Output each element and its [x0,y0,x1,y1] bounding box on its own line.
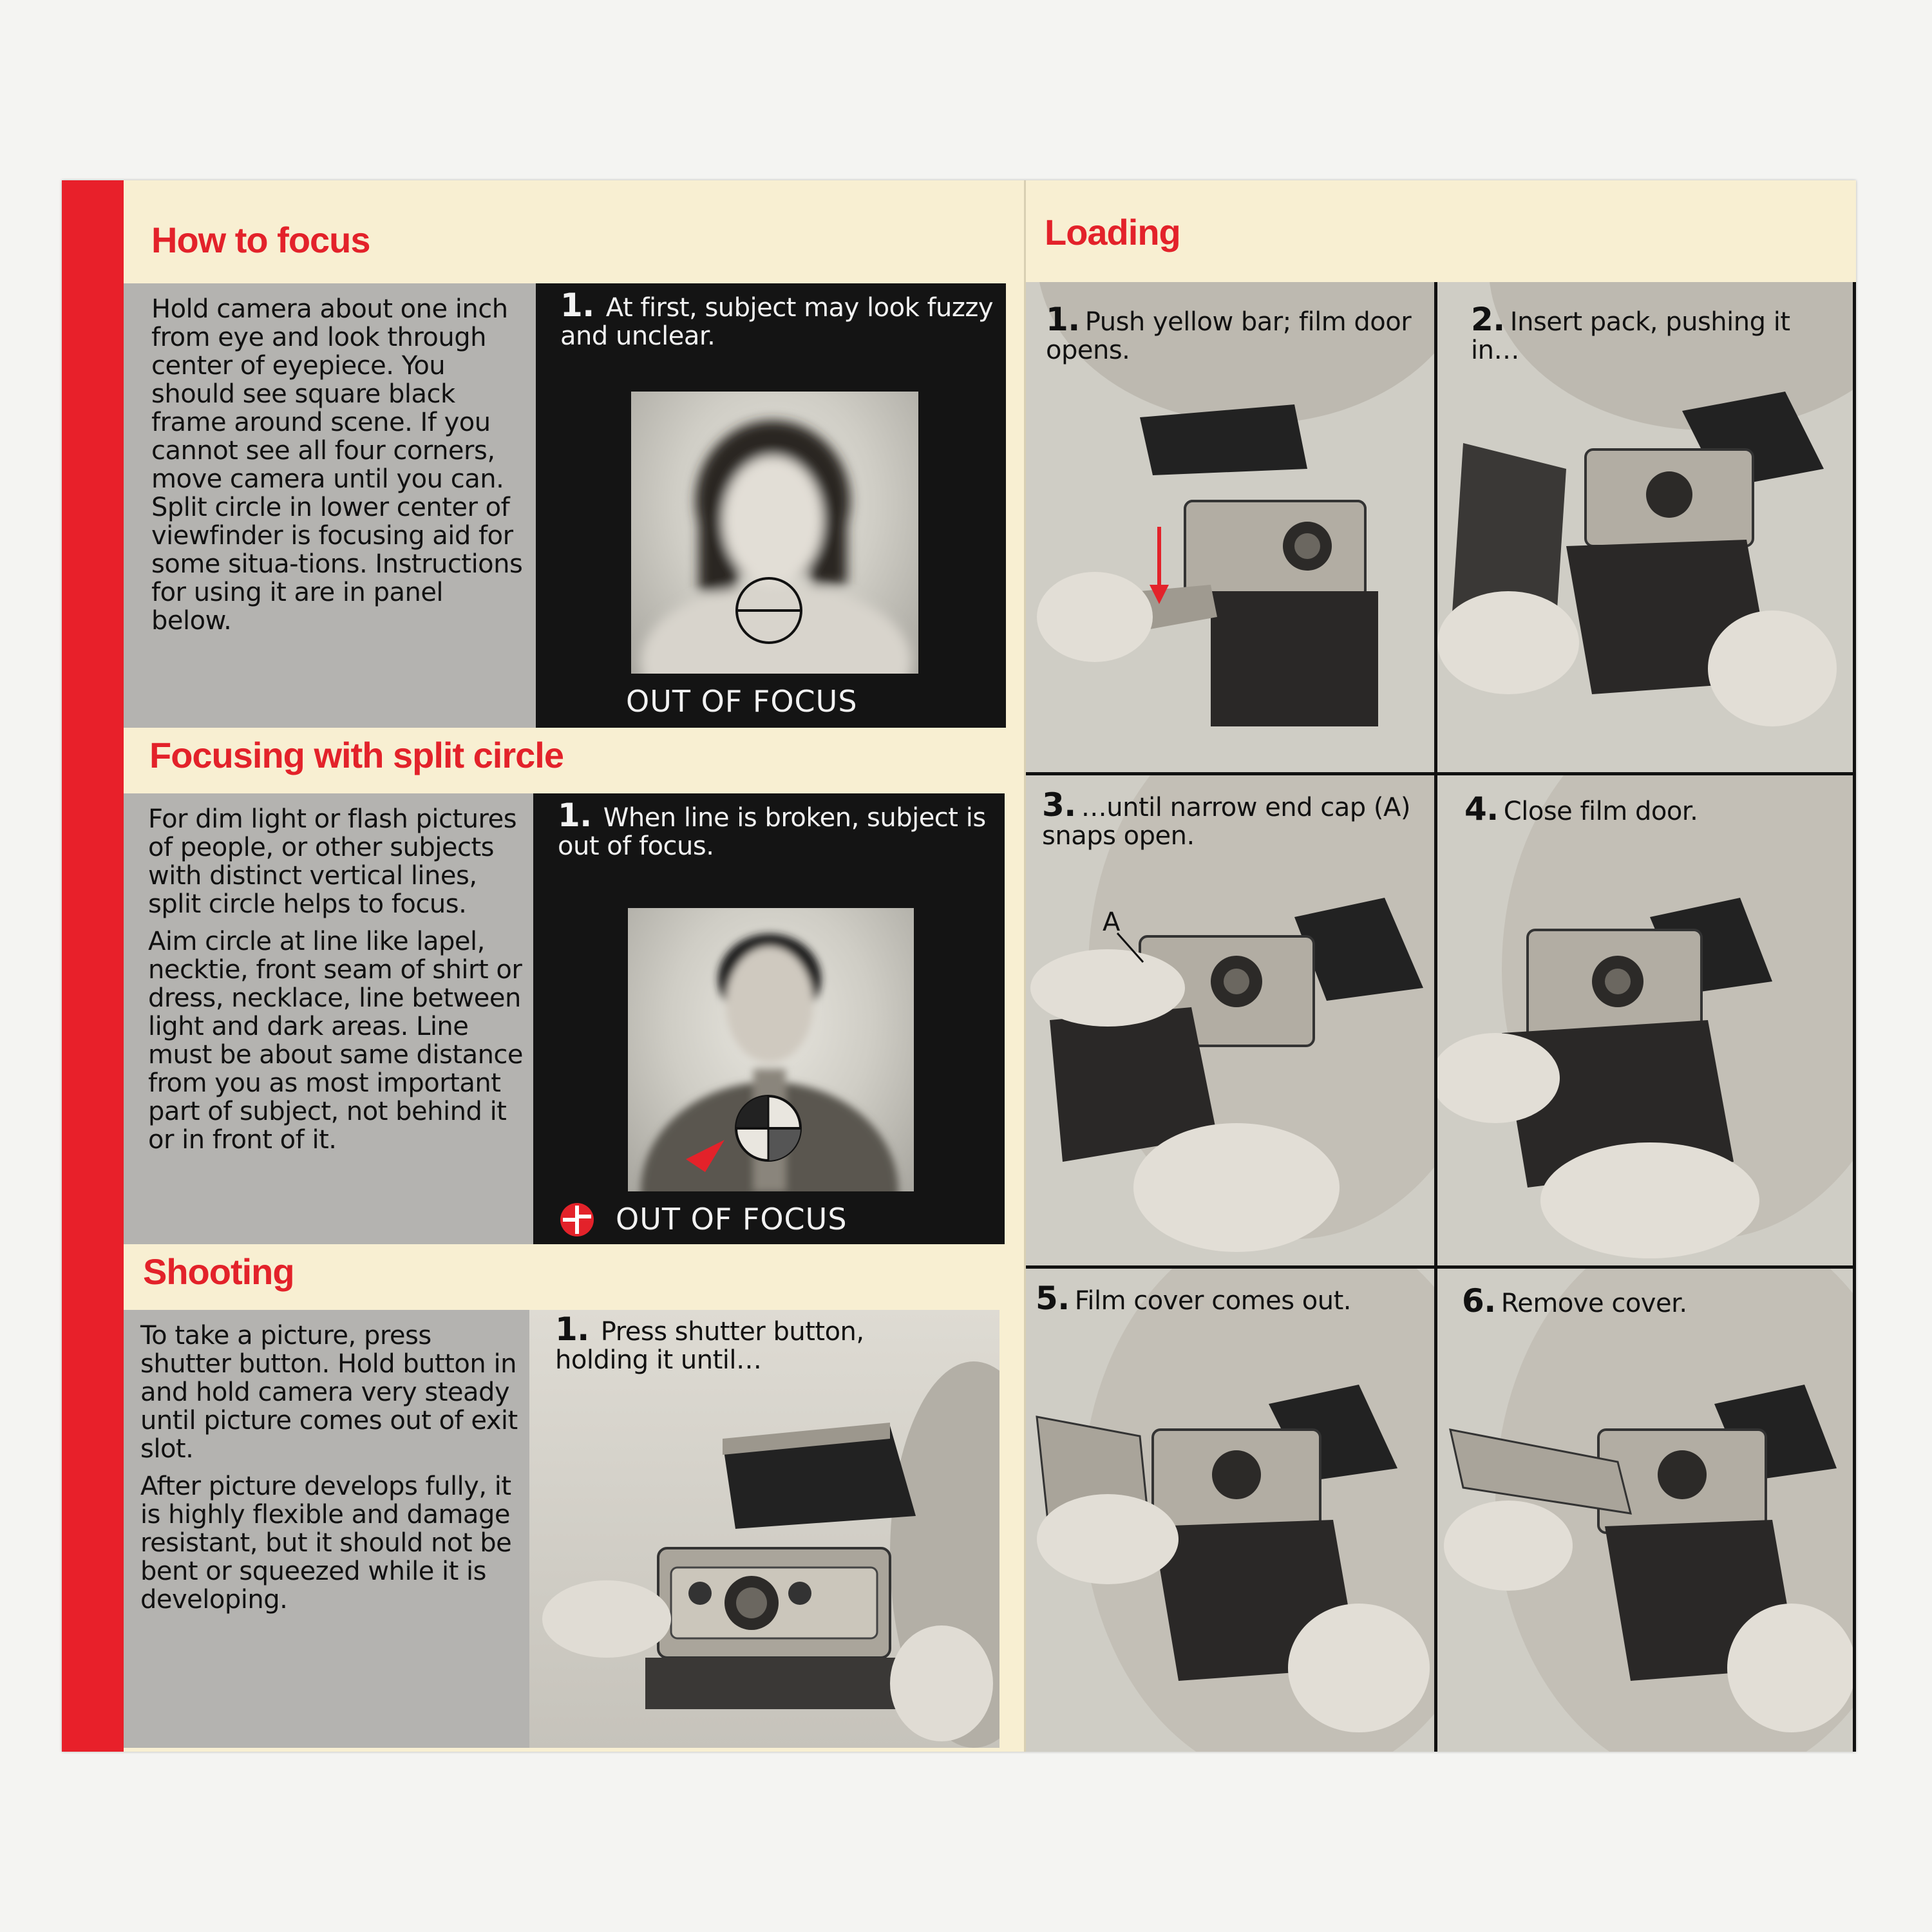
step-text: Push yellow bar; film door opens. [1046,307,1412,365]
step-text: …until narrow end cap (A) snaps open. [1042,793,1410,851]
split-circle-body-1: For dim light or flash pictures of people, or other subjects with distinct vertical lines, split circle helps to focus. [148,804,517,919]
split-circle-body-2: Aim circle at line like lapel, necktie, front seam of shirt or dress, necklace, line between light and dark areas. Line must be about same distance from you as most important part of subject, not behind it or in front of it. [148,927,524,1155]
out-of-focus-label-1: OUT OF FOCUS [626,684,858,719]
step-text: Film cover comes out. [1074,1286,1352,1316]
loading-step-6-caption [1462,1282,1823,1320]
split-circle-body [148,805,528,1163]
step-text: Remove cover. [1501,1289,1687,1318]
center-fold [1024,180,1026,1752]
step-text: Close film door. [1503,797,1698,826]
step-number: 5. [1036,1280,1070,1317]
loading-step-5-caption [1036,1280,1422,1317]
shooting-step-caption [555,1311,890,1375]
close-door-illustration [1437,775,1856,1269]
shooting-body [140,1321,527,1623]
step-number: 3. [1042,786,1076,824]
step-text: Insert pack, pushing it in… [1471,307,1790,365]
remove-cover-illustration [1437,1269,1856,1752]
split-circle-step-caption [558,797,996,861]
camera-shooting-illustration [529,1310,999,1748]
loading-step-6 [1437,1269,1856,1752]
how-to-focus-title: How to focus [151,220,370,260]
step-text: At first, subject may look fuzzy and unclear. [560,293,994,351]
step-number: 6. [1462,1282,1496,1320]
split-circle-symbol-icon [558,1200,596,1239]
step-number: 2. [1471,301,1505,338]
how-to-focus-step-caption [560,287,998,351]
step-number: 1. [560,287,594,324]
split-circle-portrait-photo [628,908,914,1191]
shooting-body-1: To take a picture, press shutter button. Hold button in and hold camera very steady until picture comes out of exit slot. [140,1321,518,1464]
step-number: 1. [1046,301,1080,338]
loading-step-1-caption [1046,301,1419,365]
step-number: 1. [555,1311,589,1348]
split-circle-title: Focusing with split circle [149,735,564,775]
loading-step-3-caption [1042,786,1416,851]
end-cap-callout: A [1103,907,1120,937]
loading-step-4 [1437,775,1856,1269]
shooting-photo [529,1310,999,1748]
loading-step-4-caption [1464,790,1825,828]
film-cover-out-illustration [1024,1269,1437,1752]
step-text: Press shutter button, holding it until… [555,1317,864,1375]
loading-step-5 [1024,1269,1437,1752]
shooting-body-2: After picture develops fully, it is highly flexible and damage resistant, but it should not be bent or squeezed while it is developing. [140,1472,512,1615]
loading-title: Loading [1045,212,1180,252]
blurry-portrait-photo [631,392,918,674]
step-number: 1. [558,797,592,834]
step-text: When line is broken, subject is out of focus. [558,803,986,861]
blurry-portrait-illustration [631,392,918,674]
out-of-focus-label-2: OUT OF FOCUS [616,1202,848,1236]
how-to-focus-body-text: Hold camera about one inch from eye and look through center of eyepiece. You should see square black frame around scene. If you cannot see all four corners, move camera until you can. Split circle in lower center of viewfinder is focusing aid for some situa-tions. Instructions for using it are in panel below. [151,294,523,636]
step-number: 4. [1464,790,1499,828]
red-edge-band [62,180,124,1752]
loading-step-2-caption [1471,301,1832,365]
man-portrait-illustration [628,908,914,1191]
how-to-focus-body [151,295,525,644]
shooting-title: Shooting [143,1251,294,1292]
loading-steps-grid [1024,282,1856,1752]
